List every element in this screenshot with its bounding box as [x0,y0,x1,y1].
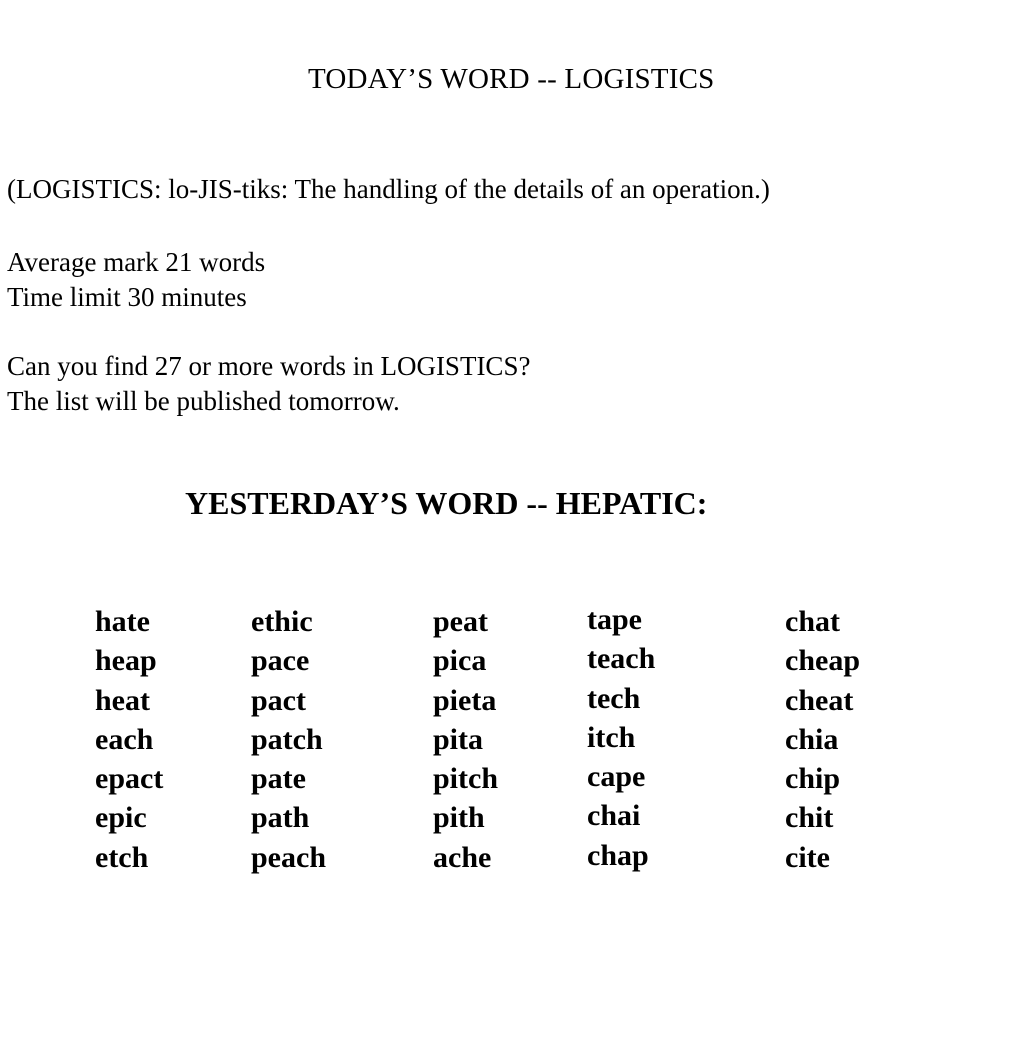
word-list-item: chia [785,722,839,756]
word-list-item: peat [433,605,488,638]
word-list-item: chai [587,799,641,833]
word-list-item: cheat [785,683,854,717]
word-list-item: teach [587,642,656,676]
word-list-item: path [251,801,310,835]
word-list-item: chip [785,762,841,796]
word-list-item: hate [95,605,150,638]
word-list-item: epact [95,762,164,796]
word-list-item: epic [95,801,147,835]
word-definition: (LOGISTICS: lo-JIS-tiks: The handling of the details of an operation.) [7,174,770,204]
word-list-item: ache [433,840,492,874]
word-list-item: pitch [433,762,499,796]
word-list-item: pate [251,762,306,796]
todays-word-title: TODAY’S WORD -- LOGISTICS [308,63,715,95]
word-list-item: tape [587,603,642,636]
word-column-3 [433,602,498,877]
word-list-item: cheap [785,644,860,678]
word-list-item: heat [95,683,150,717]
word-list-item: heap [95,644,157,678]
word-list-item: pace [251,644,310,678]
yesterdays-word-title: YESTERDAY’S WORD -- HEPATIC: [185,485,708,521]
word-column-5 [785,602,860,877]
published-note: The list will be published tomorrow. [7,386,400,416]
word-list-item: itch [587,720,636,754]
word-list-item: pieta [433,683,497,717]
word-list-item: cape [587,760,646,794]
word-list-item: pact [251,683,306,717]
word-list-item: chit [785,801,834,835]
word-list-item: pita [433,722,484,756]
word-column-1 [95,602,163,877]
word-column-4 [587,600,655,875]
word-list-item: pith [433,801,485,835]
word-list-item: peach [251,840,326,874]
word-list-item: each [95,722,154,756]
word-list-item: cite [785,840,830,874]
word-list-item: etch [95,840,149,874]
word-list-item: tech [587,681,641,715]
word-list-item: patch [251,722,323,756]
time-limit: Time limit 30 minutes [7,282,247,312]
average-mark: Average mark 21 words [7,247,266,277]
challenge-question: Can you find 27 or more words in LOGISTICS? [7,351,531,381]
word-list-item: chap [587,838,649,872]
word-list-item: ethic [251,605,313,638]
word-list-item: pica [433,644,487,678]
word-list-item: chat [785,605,840,638]
word-column-2 [251,602,326,877]
